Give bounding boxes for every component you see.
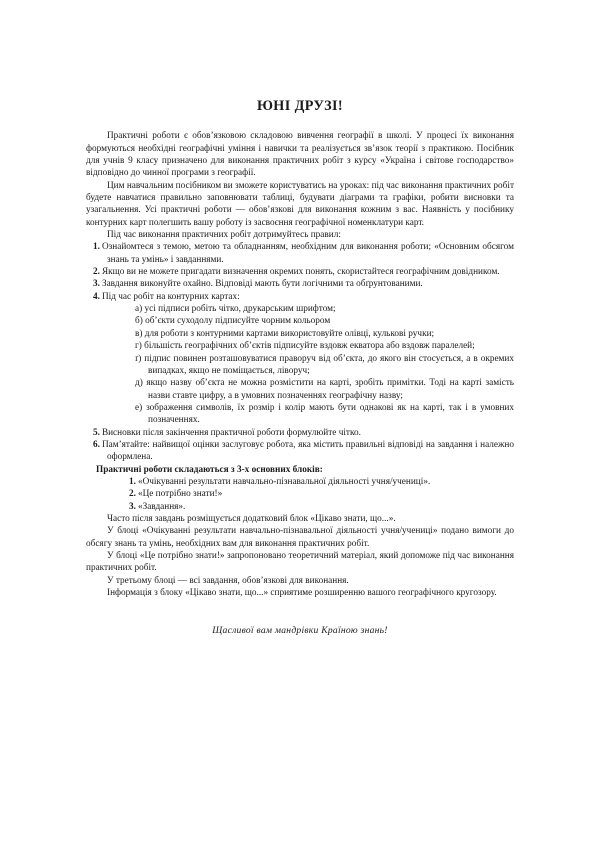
block-item — [86, 501, 514, 513]
page-content — [86, 98, 514, 638]
block-item — [86, 488, 514, 500]
map-subitem: б) об’єкти суходолу підписуйте чорним кольором — [135, 316, 331, 327]
explanation-paragraph: Часто після завдань розміщується додатковий блок «Цікаво знати, що...». — [107, 513, 396, 524]
explanation-paragraph: Інформація з блоку «Цікаво знати, що...» сприятиме розширенню вашого географічного кругозору. — [107, 588, 497, 599]
rules-list — [86, 241, 514, 303]
map-subitem: г) більшість географічних об’єктів підписуйте вздовж екватора або вздовж паралелей; — [135, 341, 475, 352]
blocks-heading: Практичні роботи складаються з 3-х основних блоків: — [96, 464, 323, 475]
rules-lead-in: Під час виконання практичних робіт дотримуйтесь правил: — [107, 230, 341, 241]
block-number: 3. — [129, 501, 136, 512]
explanation-paragraph: У блоці «Це потрібно знати!» запропоновано теоретичний матеріал, який допоможе під час виконання практичних робіт. — [86, 551, 514, 574]
rule-item — [86, 278, 514, 290]
map-subitem: ґ) підпис повинен розташовуватися праворуч від об’єкта, до якого він стосується, а в окремих випадках, якщо не поміщається, ліворуч; — [135, 353, 514, 376]
rule-item — [86, 266, 514, 278]
rule-item — [86, 439, 514, 464]
intro-paragraph-2: Цим навчальним посібником ви зможете користуватись на уроках: під час виконання практичних робіт будете навчатися правильно заповнювати таблиці, будувати діаграми та графіки, робити висновки та узагальнення. Усі практичні роботи — обов’язкові для виконання кожним з вас. Наявність у посібнику контурних карт полегшить вашу роботу із засвоєння географічної номенклатури карт. — [86, 180, 514, 228]
rule-text: Ознайомтеся з темою, метою та обладнанням, необхідним для виконання роботи; «Основним обсягом знань та умінь» і завданнями. — [101, 242, 514, 265]
rules-list-tail — [86, 427, 514, 464]
rule-item — [86, 291, 514, 303]
rule-text: Під час робіт на контурних картах: — [101, 291, 240, 302]
rule-number: 5. — [93, 427, 100, 438]
rule-text: Завдання виконуйте охайно. Відповіді мають бути логічними та обґрунтованими. — [101, 279, 423, 290]
map-subitem: в) для роботи з контурними картами використовуйте олівці, кулькові ручки; — [135, 328, 435, 339]
page-title: ЮНІ ДРУЗІ! — [256, 98, 344, 114]
rule-text: Висновки після закінчення практичної роботи формулюйте чітко. — [101, 427, 361, 438]
map-subitem: а) усі підписи робіть чітко, друкарським шрифтом; — [135, 304, 336, 315]
block-text: «Завдання». — [137, 501, 186, 512]
rule-number: 3. — [93, 279, 100, 290]
block-item — [86, 476, 514, 488]
map-subitem: д) якщо назву об’єкта не можна розмістити на карті, зробіть примітки. Тоді на карті замість назви ставте цифру, а в умовних позначеннях географічну назву; — [135, 378, 514, 401]
rule-number: 1. — [93, 242, 100, 253]
rule-item — [86, 241, 514, 266]
rule-item — [86, 427, 514, 439]
block-number: 1. — [129, 476, 136, 487]
explanation-paragraph: У третьому блоці — всі завдання, обов’язкові для виконання. — [107, 575, 349, 586]
blocks-list — [86, 476, 514, 513]
intro-paragraph-1: Практичні роботи є обов’язковою складовою вивчення географії в школі. У процесі їх виконання формуються необхідні географічні уміння і навички та реалізується зв’язок теорії з практикою. Посібник для учнів 9 класу призначено для виконання практичних робіт з курсу «Україна і світове господарство» відповідно до чинної програми з географії. — [86, 131, 514, 179]
rule-number: 2. — [93, 267, 100, 278]
block-number: 2. — [129, 489, 136, 500]
block-text: «Очікуванні результати навчально-пізнавальної діяльності учня/учениці». — [137, 476, 431, 487]
rule-number: 6. — [93, 439, 100, 450]
map-subitem: е) зображення символів, їх розмір і колір мають бути однакові як на карті, так і в умовних позначеннях. — [135, 402, 514, 426]
rule-text: Якщо ви не можете пригадати визначення окремих понять, скористайтеся географічним довідником. — [101, 267, 500, 278]
rule-text: Пам’ятайте: найвищої оцінки заслуговує робота, яка містить правильні відповіді на завдання і належно оформлена. — [101, 439, 514, 463]
rule-number: 4. — [93, 291, 100, 302]
map-subitems-list — [86, 303, 514, 426]
explanation-paragraph: У блоці «Очікуванні результати навчально-пізнавальної діяльності учня/учениці» подано вимоги до обсягу знань та умінь, необхідних вам для виконання практичних робіт. — [86, 526, 514, 549]
block-text: «Це потрібно знати!» — [137, 489, 223, 500]
closing-wish: Щасливої вам мандрівки Країною знань! — [212, 625, 388, 637]
